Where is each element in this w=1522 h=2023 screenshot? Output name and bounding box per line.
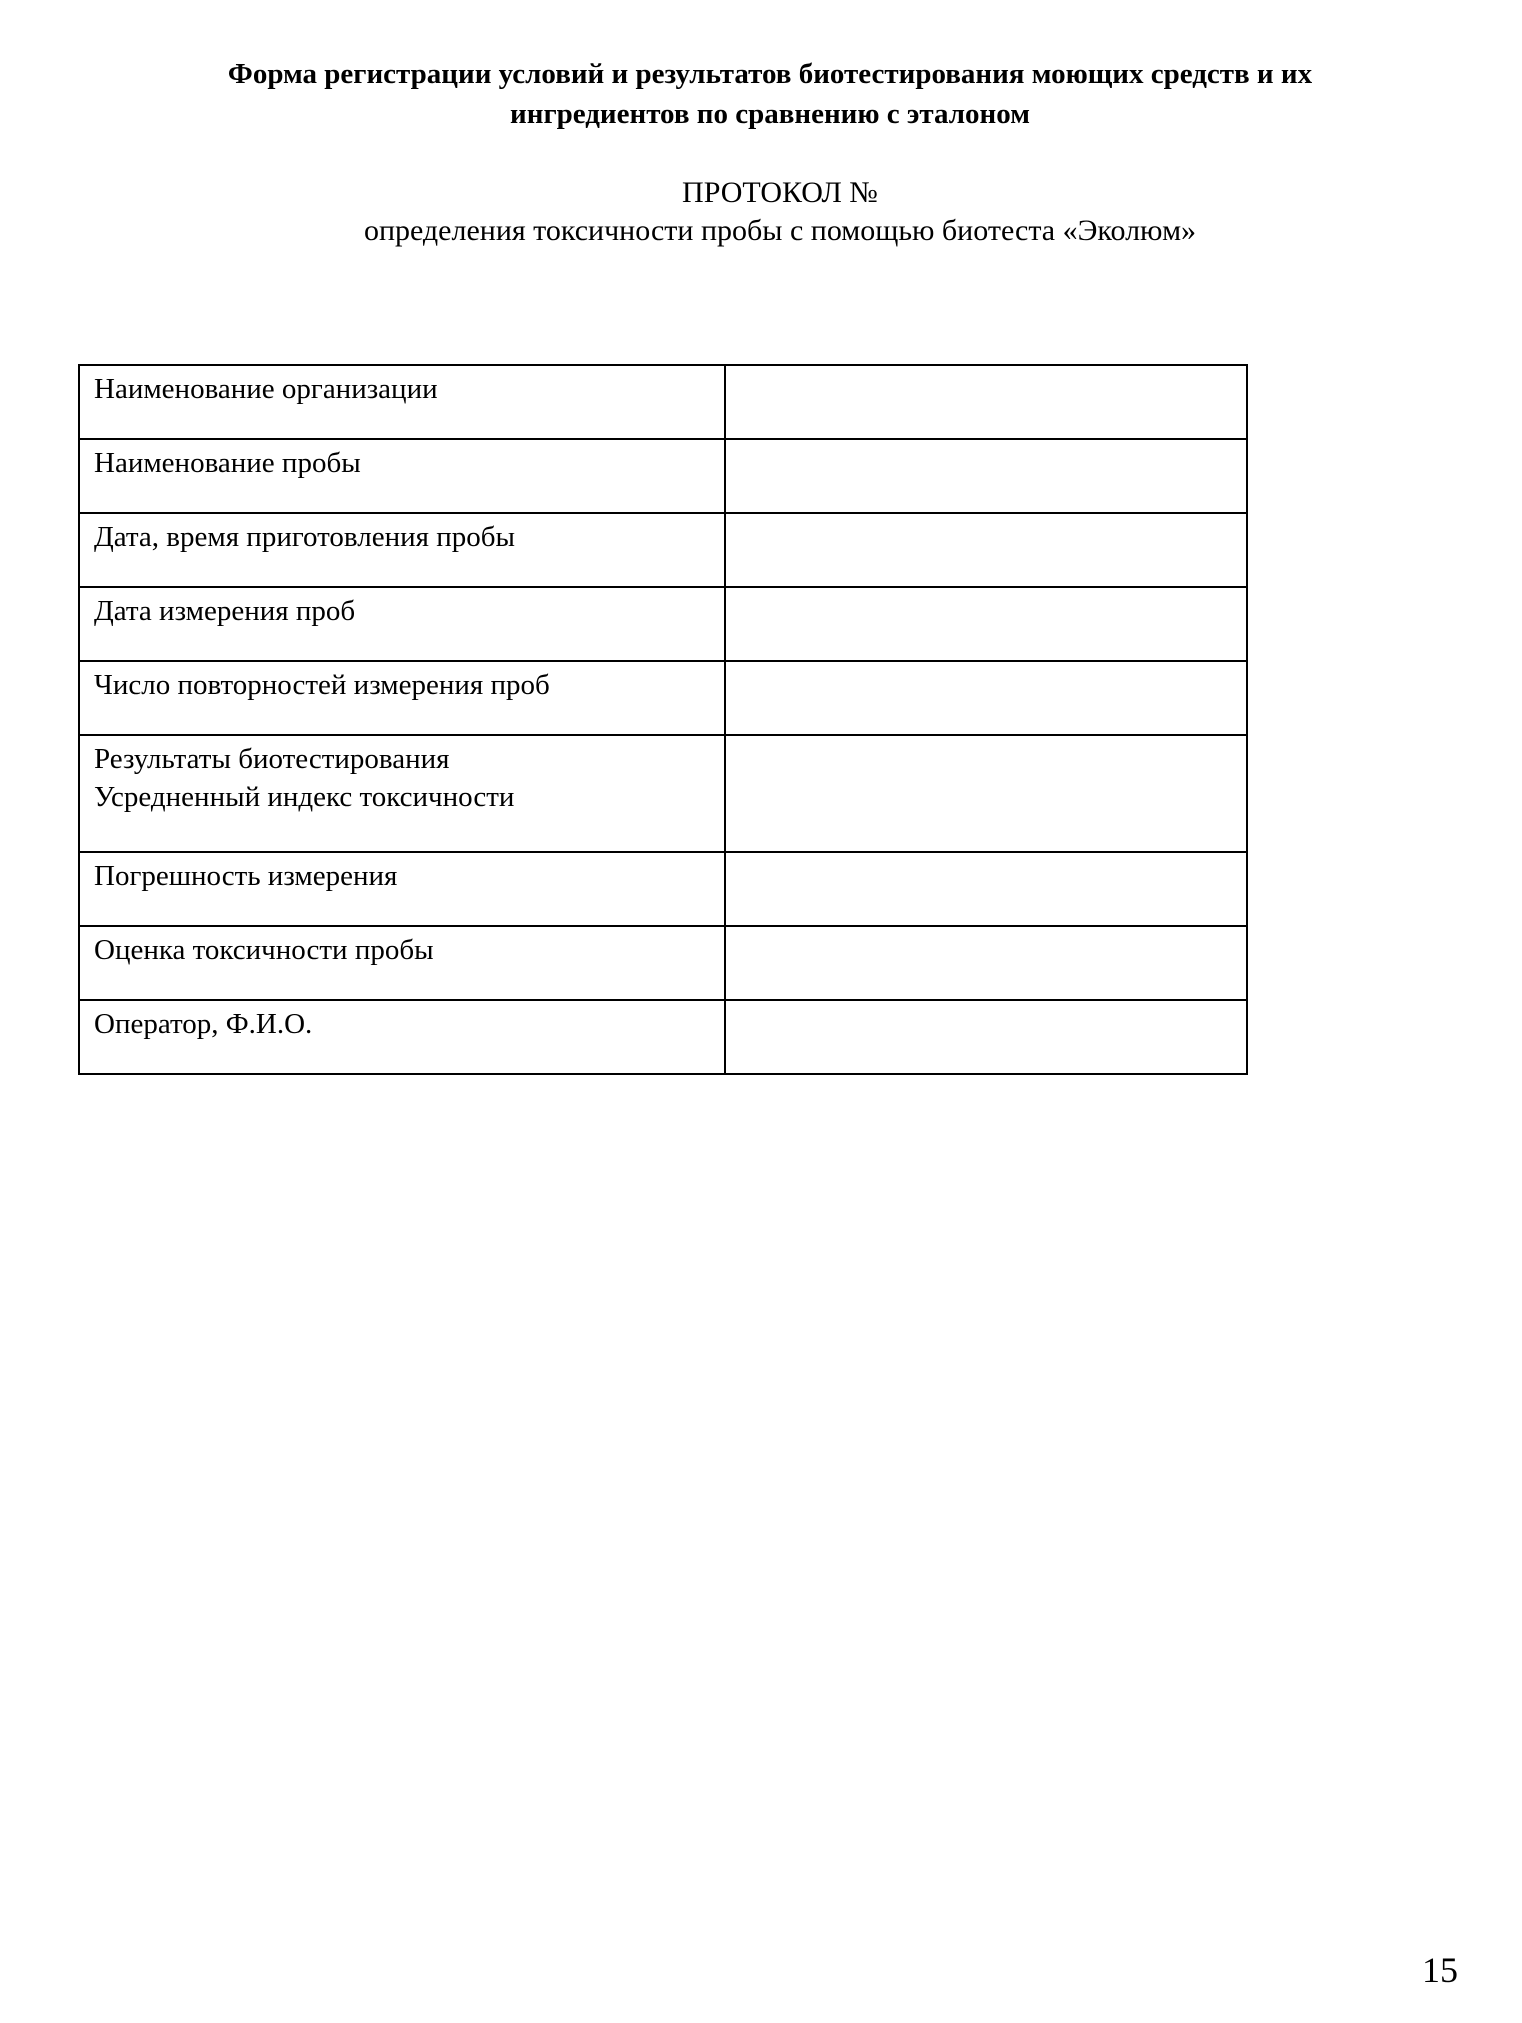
value-measurement-error: [725, 852, 1247, 926]
table-row: [79, 735, 1247, 852]
table-row: [79, 439, 1247, 513]
table-row: [79, 1000, 1247, 1074]
label-toxicity-assessment: Оценка токсичности пробы: [79, 926, 725, 1000]
form-heading: [80, 54, 1460, 134]
value-organization-name: [725, 365, 1247, 439]
form-heading-line-1: Форма регистрации условий и результатов биотестирования моющих средств и их: [227, 58, 1313, 90]
value-operator-name: [725, 1000, 1247, 1074]
table-row: [79, 513, 1247, 587]
value-sample-preparation-datetime: [725, 513, 1247, 587]
label-biotesting-results-line-2: Усредненный индекс токсичности: [94, 781, 515, 813]
label-measurement-error: Погрешность измерения: [79, 852, 725, 926]
table-row: [79, 926, 1247, 1000]
form-heading-line-2: ингредиентов по сравнению с эталоном: [510, 98, 1030, 130]
label-organization-name: Наименование организации: [79, 365, 725, 439]
label-measurement-date: Дата измерения проб: [79, 587, 725, 661]
value-toxicity-assessment: [725, 926, 1247, 1000]
label-repetition-count: Число повторностей измерения проб: [79, 661, 725, 735]
label-biotesting-results: [79, 735, 725, 852]
value-biotesting-results: [725, 735, 1247, 852]
value-sample-name: [725, 439, 1247, 513]
table-row: [79, 365, 1247, 439]
table-row: [79, 852, 1247, 926]
page-number: 15: [1422, 1950, 1458, 1990]
label-sample-name: Наименование пробы: [79, 439, 725, 513]
table-row: [79, 587, 1247, 661]
table-row: [79, 661, 1247, 735]
label-sample-preparation-datetime: Дата, время приготовления пробы: [79, 513, 725, 587]
value-repetition-count: [725, 661, 1247, 735]
protocol-subtitle: определения токсичности пробы с помощью биотеста «Эколюм»: [363, 214, 1197, 247]
protocol-form-table: [78, 364, 1248, 1075]
label-operator-name: Оператор, Ф.И.О.: [79, 1000, 725, 1074]
value-measurement-date: [725, 587, 1247, 661]
protocol-title: ПРОТОКОЛ №: [682, 176, 878, 209]
label-biotesting-results-line-1: Результаты биотестирования: [94, 743, 450, 775]
